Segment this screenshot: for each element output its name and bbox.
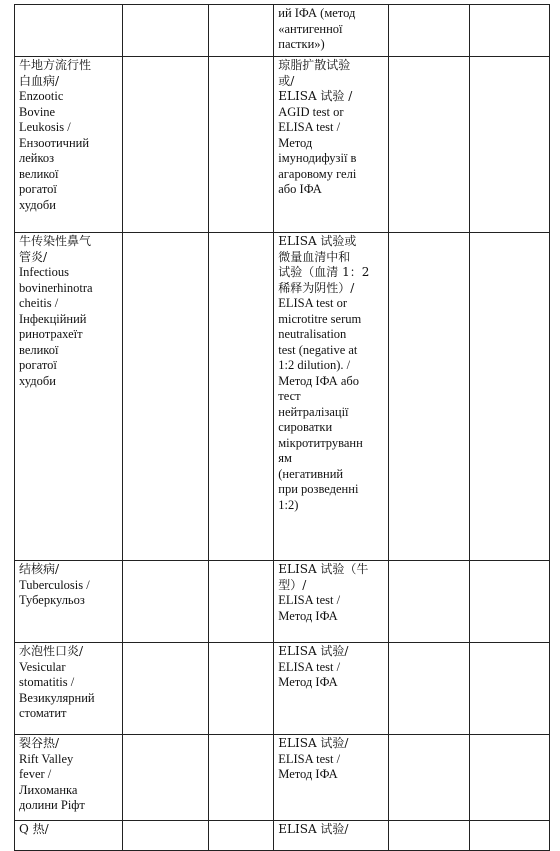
empty-cell: [388, 5, 469, 57]
table-row: [15, 735, 550, 821]
disease-name-line: Enzootic: [19, 89, 64, 103]
test-method-cell: [274, 735, 388, 821]
disease-cell: [15, 735, 123, 821]
empty-cell: [209, 57, 274, 233]
empty-cell: [469, 5, 549, 57]
empty-cell: [122, 5, 209, 57]
empty-cell: [122, 233, 209, 561]
test-method-line: тест: [278, 389, 301, 403]
disease-name-line: стоматит: [19, 706, 67, 720]
test-method-line: ELISA 试验/: [278, 822, 349, 836]
test-method-line: Метод ІФА: [278, 608, 338, 623]
table-row: [15, 57, 550, 233]
test-method-line: при розведенні: [278, 482, 359, 496]
disease-name-line: 水泡性口炎/: [19, 644, 84, 658]
empty-cell: [209, 561, 274, 643]
empty-cell: [209, 821, 274, 851]
test-method-line: 型）/: [278, 577, 307, 592]
empty-cell: [469, 561, 549, 643]
test-method-line: Метод: [278, 135, 313, 150]
disease-name-line: cheitis /: [19, 296, 59, 310]
test-method-line: ELISA test /: [278, 751, 341, 766]
test-method-cell: [274, 57, 388, 233]
test-method-line: 1:2 dilution). /: [278, 358, 351, 372]
test-method-line: мікротитруванн: [278, 435, 363, 450]
table-row: [15, 233, 550, 561]
disease-name-line: 管炎/: [19, 249, 48, 264]
disease-name-line: 裂谷热/: [19, 736, 60, 750]
test-method-line: ELISA test /: [278, 593, 341, 607]
empty-cell: [388, 821, 469, 851]
disease-name-line: рогатої: [19, 182, 57, 196]
disease-name-line: лейкоз: [19, 151, 55, 165]
disease-cell: [15, 643, 123, 735]
disease-name-line: Q 热/: [19, 822, 49, 836]
test-method-line: (негативний: [278, 466, 344, 481]
test-method-line: пастки»): [278, 37, 325, 51]
empty-cell: [388, 561, 469, 643]
empty-cell: [469, 233, 549, 561]
disease-name-line: Везикулярний: [19, 690, 95, 705]
test-method-line: ELISA 试验或: [278, 234, 357, 248]
disease-name-line: долини Ріфт: [19, 798, 85, 812]
test-method-cell: [274, 5, 388, 57]
disease-name-line: великої: [19, 166, 59, 181]
disease-name-line: 结核病/: [19, 562, 60, 576]
empty-cell: [122, 57, 209, 233]
test-method-line: ELISA test or: [278, 296, 347, 310]
disease-name-line: Ензоотичний: [19, 135, 90, 150]
disease-name-line: fever /: [19, 767, 52, 781]
disease-name-line: Tuberculosis /: [19, 577, 90, 592]
empty-cell: [388, 57, 469, 233]
disease-name-line: великої: [19, 342, 59, 357]
test-method-line: 或/: [278, 73, 295, 88]
disease-name-line: Інфекційний: [19, 311, 87, 326]
test-method-line: «антигенної: [278, 21, 343, 36]
disease-name-line: Лихоманка: [19, 782, 78, 797]
disease-name-line: Leukosis /: [19, 120, 71, 134]
disease-name-line: Vesicular: [19, 659, 66, 674]
table-row: [15, 561, 550, 643]
test-method-line: test (negative at: [278, 342, 358, 357]
test-method-line: 微量血清中和: [278, 249, 351, 264]
empty-cell: [209, 5, 274, 57]
test-method-line: ELISA test /: [278, 120, 341, 134]
test-method-line: Метод ІФА: [278, 767, 338, 781]
test-method-cell: [274, 643, 388, 735]
test-method-line: імунодифузії в: [278, 151, 357, 165]
empty-cell: [469, 821, 549, 851]
disease-cell: [15, 561, 123, 643]
disease-name-line: худоби: [19, 197, 56, 212]
disease-name-line: bovinerhinotra: [19, 280, 93, 295]
disease-cell: [15, 57, 123, 233]
test-method-line: neutralisation: [278, 327, 347, 341]
table-body: [15, 5, 550, 851]
test-method-cell: [274, 561, 388, 643]
empty-cell: [209, 233, 274, 561]
test-method-line: ий ІФА (метод: [278, 6, 356, 20]
test-method-line: 琼脂扩散试验: [278, 58, 351, 72]
empty-cell: [122, 735, 209, 821]
empty-cell: [209, 643, 274, 735]
disease-cell: [15, 233, 123, 561]
disease-cell: [15, 5, 123, 57]
empty-cell: [122, 643, 209, 735]
test-method-line: або ІФА: [278, 182, 322, 196]
empty-cell: [469, 57, 549, 233]
test-method-line: ям: [278, 451, 292, 465]
empty-cell: [469, 643, 549, 735]
disease-name-line: Infectious: [19, 265, 69, 279]
test-method-line: ELISA test /: [278, 659, 341, 674]
test-method-line: агаровому гелі: [278, 166, 357, 181]
disease-name-line: Rift Valley: [19, 751, 74, 766]
test-method-line: 试验（血清 1：2: [278, 265, 370, 279]
disease-name-line: stomatitis /: [19, 675, 75, 689]
test-method-line: 1:2): [278, 497, 299, 512]
test-method-cell: [274, 233, 388, 561]
disease-test-table: [14, 4, 550, 851]
empty-cell: [388, 233, 469, 561]
test-method-line: сироватки: [278, 420, 333, 434]
test-method-cell: [274, 821, 388, 851]
test-method-line: AGID test or: [278, 104, 344, 119]
empty-cell: [469, 735, 549, 821]
disease-name-line: худоби: [19, 373, 56, 388]
disease-name-line: 牛传染性鼻气: [19, 234, 92, 248]
table-row: [15, 5, 550, 57]
empty-cell: [388, 735, 469, 821]
test-method-line: ELISA 试验 /: [278, 89, 353, 103]
disease-name-line: Bovine: [19, 104, 56, 119]
test-method-line: Метод ІФА: [278, 675, 338, 689]
disease-name-line: Туберкульоз: [19, 593, 85, 607]
empty-cell: [122, 821, 209, 851]
disease-name-line: 白血病/: [19, 73, 60, 88]
test-method-line: ELISA 试验/: [278, 644, 349, 658]
test-method-line: нейтралізації: [278, 404, 349, 419]
empty-cell: [122, 561, 209, 643]
disease-name-line: рогатої: [19, 358, 57, 372]
disease-name-line: ринотрахеїт: [19, 327, 83, 341]
test-method-line: 稀释为阴性）/: [278, 280, 355, 295]
empty-cell: [388, 643, 469, 735]
disease-name-line: 牛地方流行性: [19, 58, 92, 72]
table-row: [15, 821, 550, 851]
disease-cell: [15, 821, 123, 851]
test-method-line: microtitre serum: [278, 311, 362, 326]
empty-cell: [209, 735, 274, 821]
test-method-line: Метод ІФА або: [278, 373, 359, 388]
test-method-line: ELISA 试验/: [278, 736, 349, 750]
table-row: [15, 643, 550, 735]
test-method-line: ELISA 试验（牛: [278, 562, 369, 576]
